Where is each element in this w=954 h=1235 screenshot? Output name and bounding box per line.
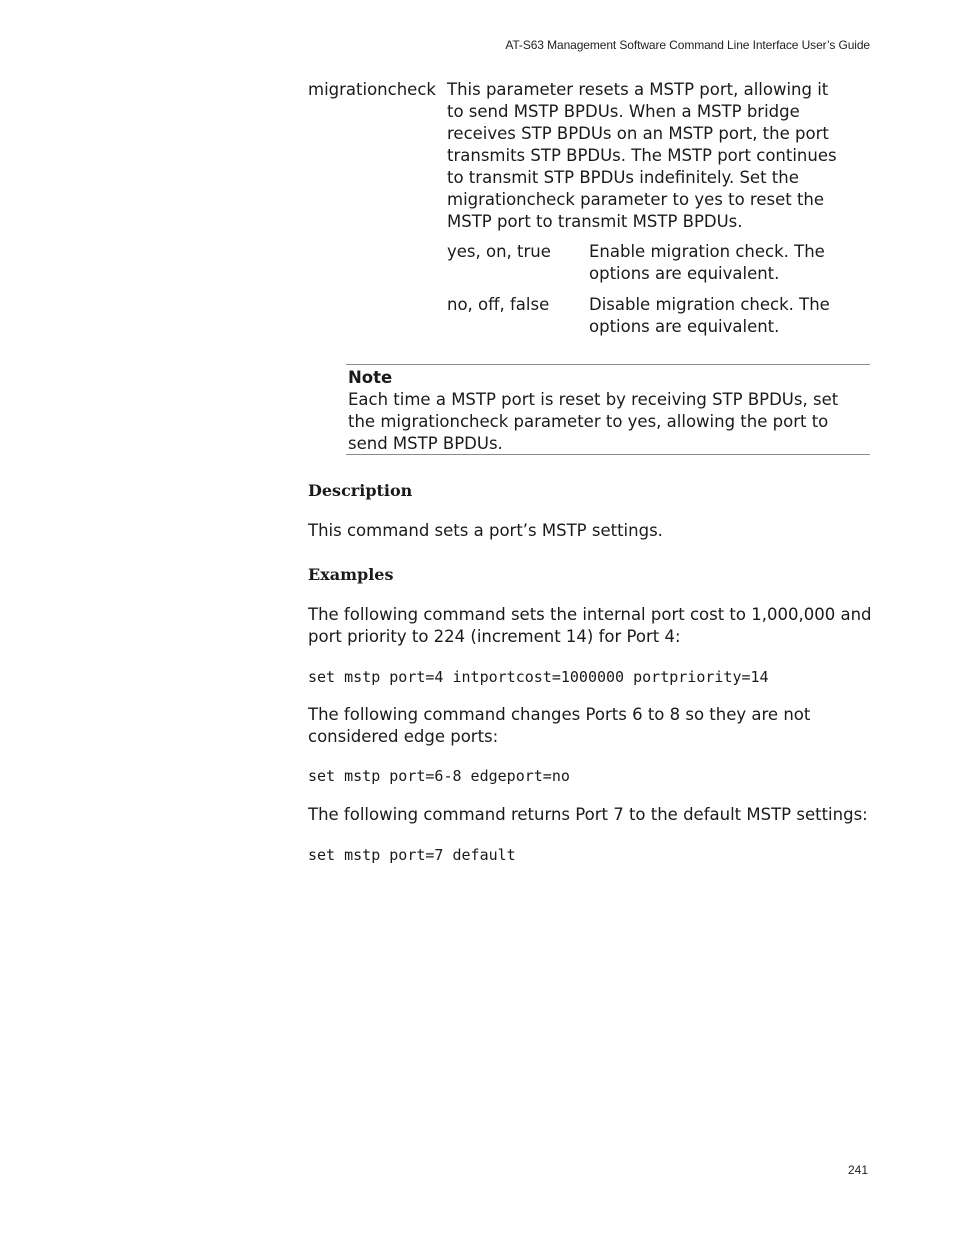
example-3-text: The following command returns Port 7 to the default MSTP settings: <box>308 805 868 824</box>
example-3-code: set mstp port=7 default <box>308 846 516 864</box>
note-box <box>346 364 870 455</box>
option-value-yes: Enable migration check. The options are equivalent. <box>589 242 825 283</box>
option-value-no: Disable migration check. The options are equivalent. <box>589 295 830 336</box>
parameter-description: This parameter resets a MSTP port, allowing it to send MSTP BPDUs. When a MSTP bridge receives STP BPDUs on an MSTP port, the port transmits STP BPDUs. The MSTP port continues to transmit STP BPDUs indefinitely. Set the migrationcheck parameter to yes to reset the MSTP port to transmit MSTP BPDUs. <box>447 80 837 231</box>
option-key-no: no, off, false <box>447 295 550 314</box>
example-2-text: The following command changes Ports 6 to 8 so they are not considered edge ports: <box>308 705 811 746</box>
examples-heading: Examples <box>308 565 394 584</box>
running-header: AT-S63 Management Software Command Line Interface User’s Guide <box>505 38 870 52</box>
example-1-text: The following command sets the internal port cost to 1,000,000 and port priority to 224 (increment 14) for Port 4: <box>308 605 872 646</box>
option-key-yes: yes, on, true <box>447 242 551 261</box>
note-text: Each time a MSTP port is reset by receiving STP BPDUs, set the migrationcheck parameter to yes, allowing the port to send MSTP BPDUs. <box>348 390 839 453</box>
example-2-code: set mstp port=6-8 edgeport=no <box>308 767 570 785</box>
example-1-code: set mstp port=4 intportcost=1000000 portpriority=14 <box>308 668 769 686</box>
page-number: 241 <box>847 1163 868 1177</box>
description-heading: Description <box>308 481 413 500</box>
note-title: Note <box>348 368 393 387</box>
description-text: This command sets a port’s MSTP settings. <box>308 521 663 540</box>
parameter-name: migrationcheck <box>308 80 436 99</box>
